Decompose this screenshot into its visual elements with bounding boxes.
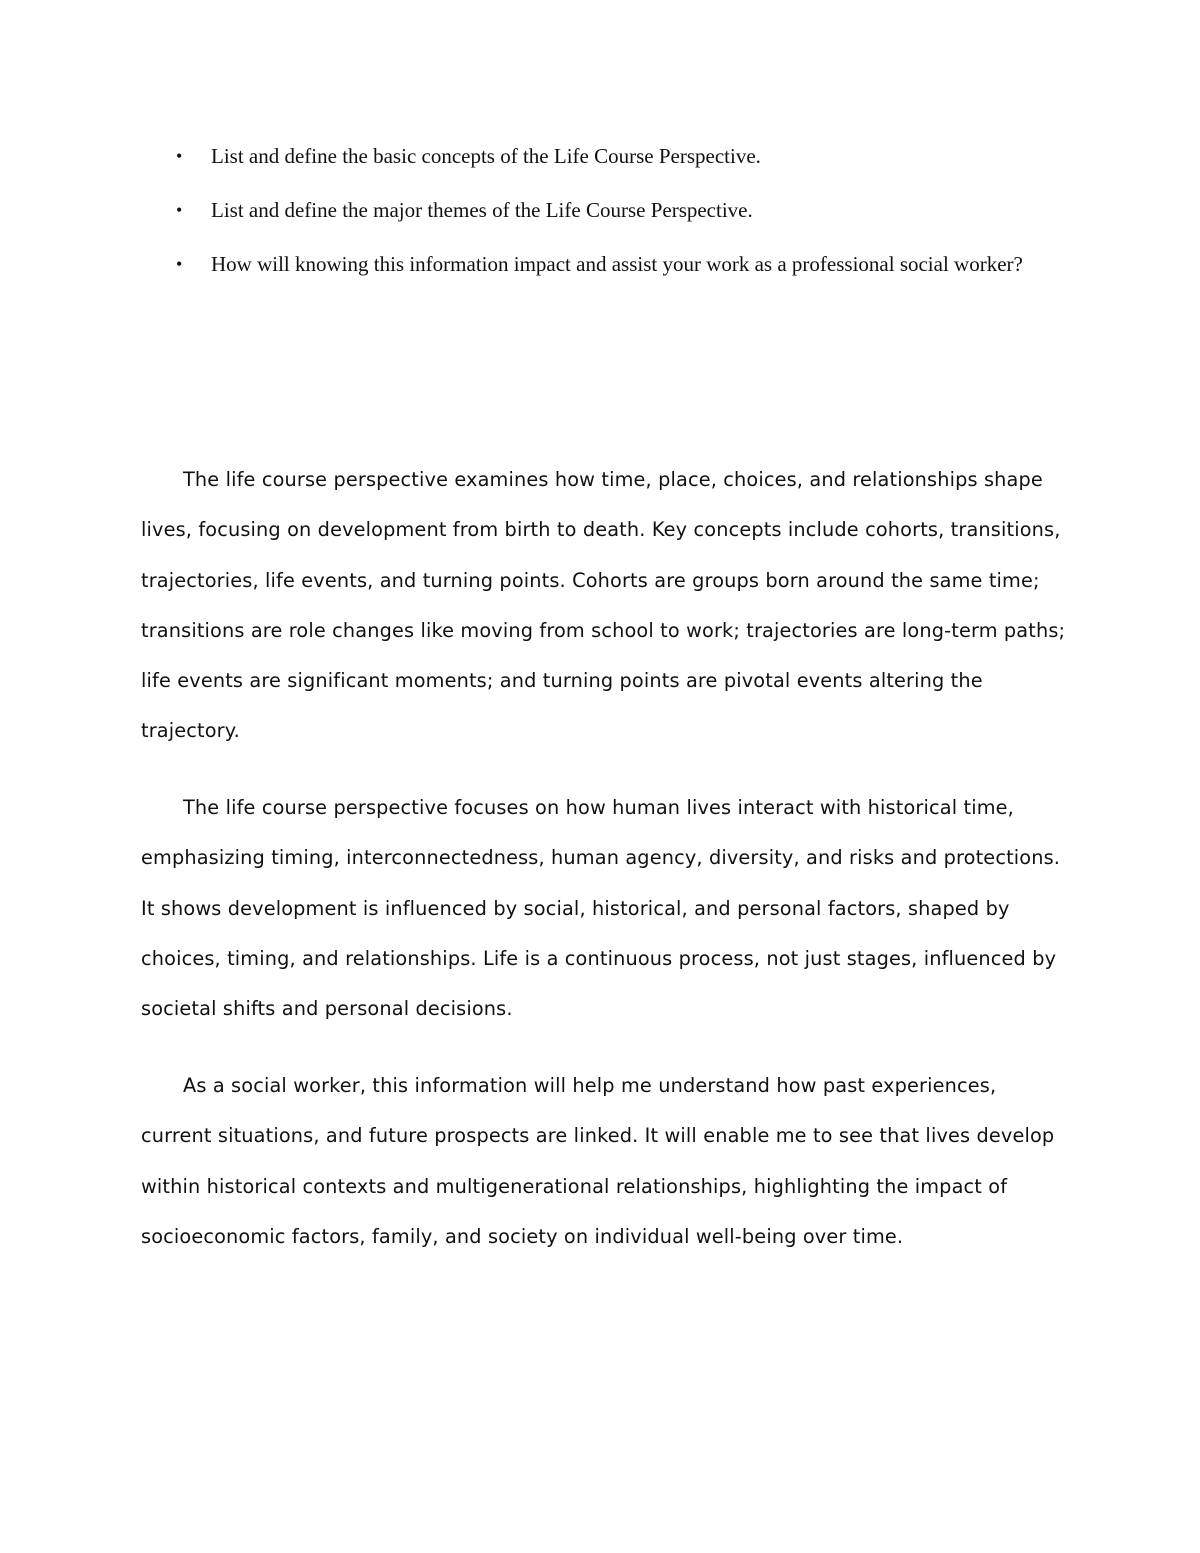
paragraph-social-work: As a social worker, this information will help me understand how past experiences, current situations, and future prospects are linked. It will enable me to see that lives develop within historical contexts and multigenerational relationships, highlighting the impact of socioeconomic factors, family, and society on individual well-being over time. bbox=[141, 1074, 1055, 1248]
bullet-icon: • bbox=[176, 254, 183, 274]
bullet-icon: • bbox=[176, 146, 183, 166]
paragraph-themes: The life course perspective focuses on how human lives interact with historical time, emphasizing timing, interconnectedness, human agency, diversity, and risks and protections. It shows development is influenced by social, historical, and personal factors, shaped by choices, timing, and relationships. Life is a continuous process, not just stages, influenced by societal shifts and personal decisions. bbox=[141, 796, 1061, 1021]
prompt-text: List and define the major themes of the Life Course Perspective. bbox=[211, 198, 753, 222]
prompt-text: How will knowing this information impact and assist your work as a professional social worker? bbox=[211, 252, 1023, 276]
paragraph-concepts: The life course perspective examines how time, place, choices, and relationships shape lives, focusing on development from birth to death. Key concepts include cohorts, transitions, trajectories, life events, and turning points. Cohorts are groups born around the same time; transitions are role changes like moving from school to work; trajectories are long-term paths; life events are significant moments; and turning points are pivotal events altering the trajectory. bbox=[141, 468, 1066, 743]
prompt-text: List and define the basic concepts of the Life Course Perspective. bbox=[211, 144, 761, 168]
bullet-icon: • bbox=[176, 200, 183, 220]
